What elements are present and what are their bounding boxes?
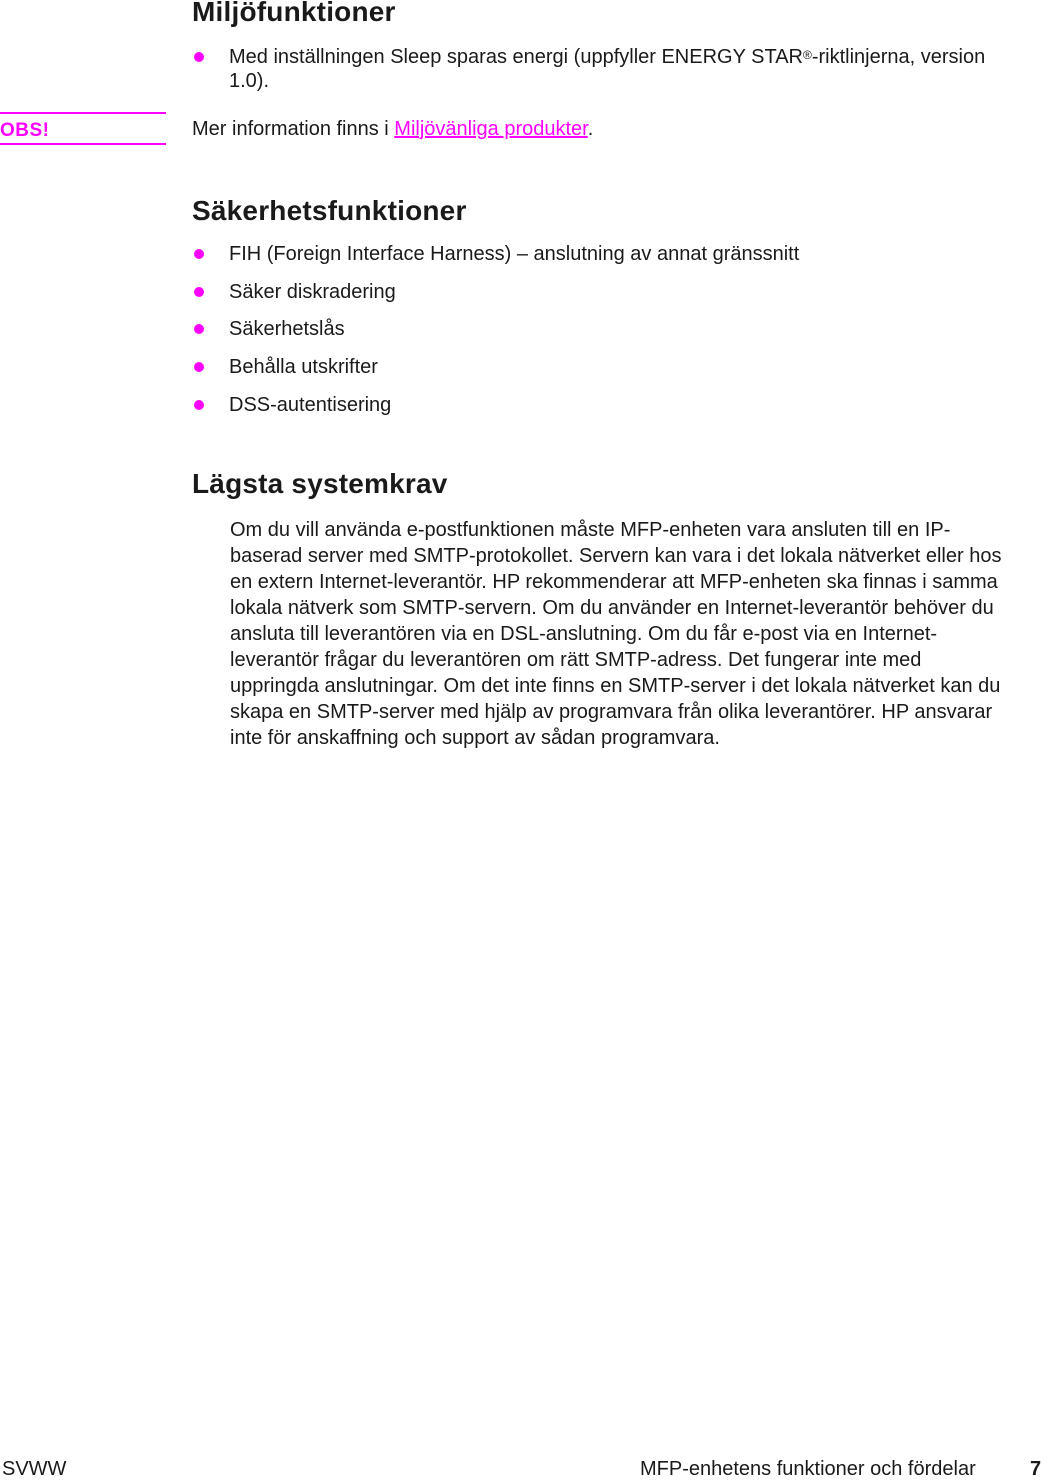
bullet-icon	[194, 52, 204, 62]
bullet-icon	[194, 400, 204, 410]
list-item-text: Behålla utskrifter	[229, 356, 378, 378]
footer-page-number: 7	[1030, 1458, 1042, 1480]
list-item-text: FIH (Foreign Interface Harness) – anslutning av annat gränssnitt	[229, 243, 800, 265]
requirements-paragraph	[230, 517, 1040, 751]
paragraph-line: inte för anskaffning och support av sådan programvara.	[230, 727, 720, 749]
list-item	[194, 242, 799, 266]
paragraph-line: en extern Internet-leverantör. HP rekommenderar att MFP-enheten ska finnas i samma	[230, 571, 998, 593]
list-item	[194, 393, 391, 417]
bullet-icon	[194, 287, 204, 297]
heading-miljofunktioner: Miljöfunktioner	[192, 0, 396, 27]
list-item	[194, 45, 985, 93]
bullet-icon	[194, 249, 204, 259]
paragraph-line: uppringda anslutningar. Om det inte finns en SMTP-server i det lokala nätverket kan du	[230, 675, 1001, 697]
link-miljovanliga-produkter[interactable]: Miljövänliga produkter	[394, 118, 588, 140]
list-item	[194, 317, 345, 341]
footer-locale-code: SVWW	[2, 1458, 67, 1480]
footer-chapter-title: MFP-enhetens funktioner och fördelar	[640, 1458, 976, 1480]
paragraph-line: Om du vill använda e-postfunktionen måste MFP-enheten vara ansluten till en IP-	[230, 519, 951, 541]
paragraph-line: skapa en SMTP-server med hjälp av programvara från olika leverantörer. HP ansvarar	[230, 701, 993, 723]
list-item-text: DSS-autentisering	[229, 394, 392, 416]
list-item	[194, 355, 378, 379]
heading-lagsta-systemkrav: Lägsta systemkrav	[192, 468, 448, 499]
paragraph-line: ansluta till leverantören via en DSL-anslutning. Om du får e-post via en Internet-	[230, 623, 938, 645]
list-item-text: Med inställningen Sleep sparas energi (uppfyller ENERGY STAR®-riktlinjerna, version 1.0).	[229, 46, 986, 92]
bullet-icon	[194, 324, 204, 334]
heading-sakerhetsfunktioner: Säkerhetsfunktioner	[192, 195, 467, 226]
paragraph-line: lokala nätverk som SMTP-servern. Om du använder en Internet-leverantör behöver du	[230, 597, 994, 619]
note-text: Mer information finns i Miljövänliga produkter.	[192, 118, 594, 140]
note-label-box	[0, 112, 166, 145]
bullet-icon	[194, 362, 204, 372]
list-item-text: Säker diskradering	[229, 281, 396, 303]
paragraph-line: leverantör frågar du leverantören om rätt SMTP-adress. Det fungerar inte med	[230, 649, 922, 671]
list-item-text: Säkerhetslås	[229, 318, 345, 340]
note-label: OBS!	[0, 120, 50, 141]
list-item	[194, 280, 396, 304]
paragraph-line: baserad server med SMTP-protokollet. Servern kan vara i det lokala nätverket eller hos	[230, 545, 1002, 567]
